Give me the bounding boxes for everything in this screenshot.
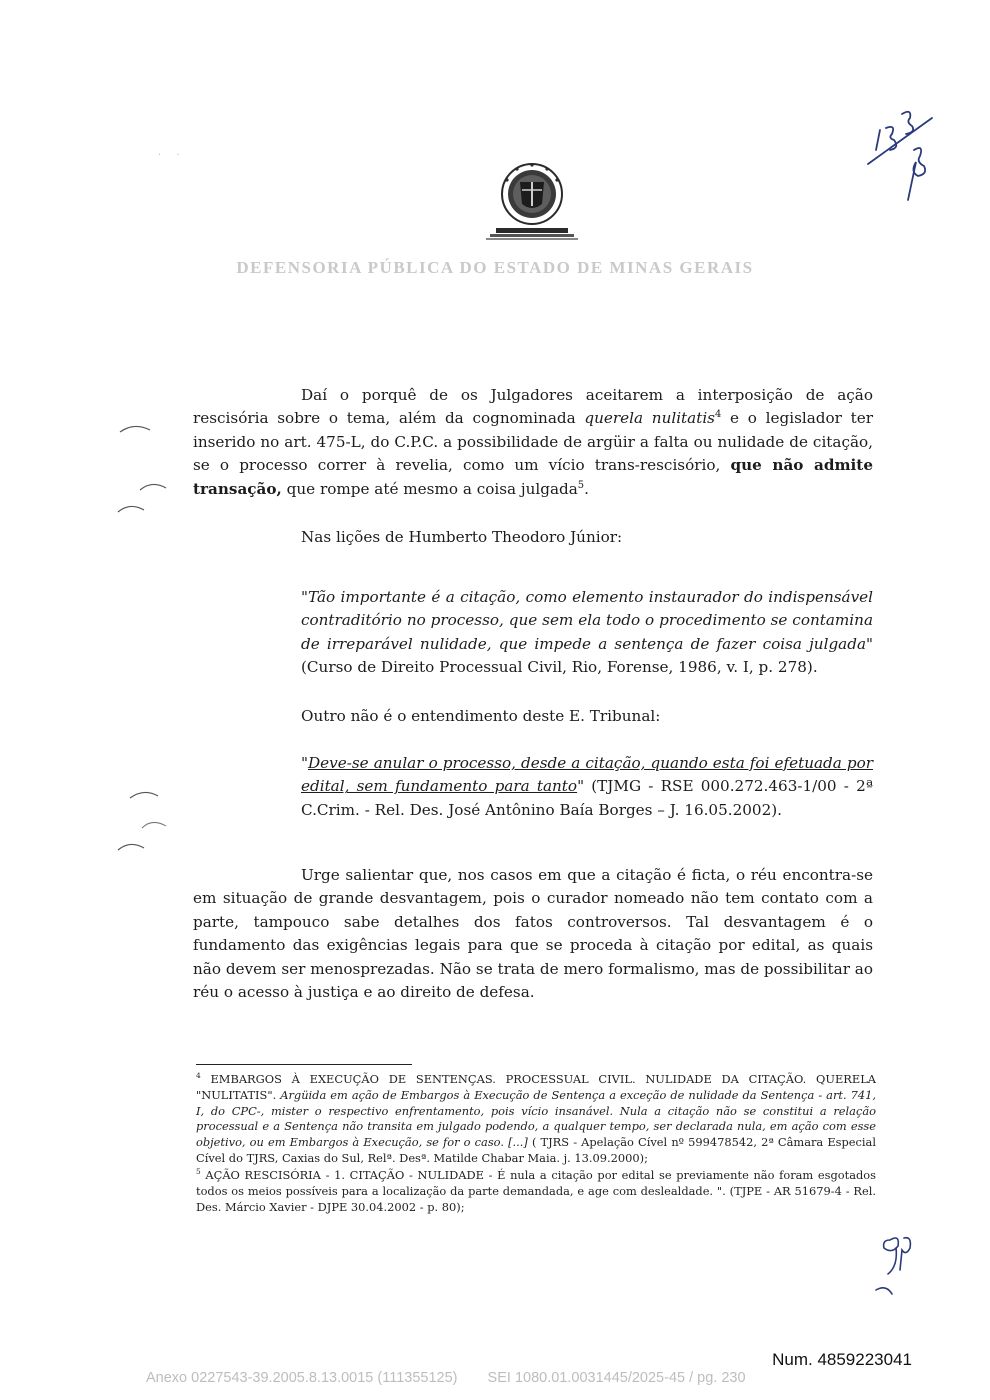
paragraph-citacao-ficta: Urge salientar que, nos casos em que a citação é ficta, o réu encontra-se em situação de grande desvantagem, pois o curador nomeado não tem contato com a parte, tampouco sabe detalhes dos fatos controversos. Tal desvantagem é o fundamento das exigências legais para que se proceda à citação por edital, as quais não devem ser menosprezadas. Não se trata de mero formalismo, mas de possibilitar ao réu o acesso à justiça e ao direito de defesa. — [193, 866, 873, 1002]
quote-humberto-theodoro — [301, 586, 873, 680]
footnote-4-citation: ( TJRS - Apelação Cível nº 599478542, 2ª Câmara Especial Cível do TJRS, Caxias do Sul, Relª. Desª. Matilde Chabar Maia. j. 13.09.2000); — [196, 1135, 876, 1165]
margin-mark — [116, 840, 146, 852]
scan-dots: · · — [158, 150, 186, 161]
margin-mark — [118, 422, 152, 434]
quote2-italic-underlined: Deve-se anular o processo, desde a citação, quando esta foi efetuada por edital, sem fundamento para tanto — [301, 754, 873, 796]
term-querela-nulitatis: querela nulitatis — [584, 409, 715, 428]
organization-name: DEFENSORIA PÚBLICA DO ESTADO DE MINAS GERAIS — [236, 258, 754, 277]
coat-of-arms-emblem — [484, 160, 580, 244]
margin-mark — [140, 818, 168, 830]
quote2-citation: " (TJMG - RSE 000.272.463-1/00 - 2ª C.Crim. - Rel. Des. José Antônino Baía Borges – J. 16.05.2002). — [301, 777, 874, 819]
quote1-italic: Tão importante é a citação, como elemento instaurador do indispensável contraditório no processo, que sem ela todo o procedimento se contamina de irreparável nulidade, que impede a sentença de fazer coisa julgada — [301, 588, 873, 653]
footnote-ref-4[interactable]: 4 — [714, 409, 722, 421]
sei-reference: SEI 1080.01.0031445/2025-45 / pg. 230 — [487, 1370, 746, 1386]
footnote-ref-5[interactable]: 5 — [577, 479, 585, 491]
footnote-4-italic: Argüida em ação de Embargos à Execução de Sentença a exceção de nulidade da Sentença - art. 741, I, do CPC-, mister o respectivo enfrentamento, pois vício insanável. Nula a citação não se constitui a relação processual e a Sentença não transita em julgado podendo, a qualquer tempo, ser declarada nula, em ação com esse objetivo, ou em Embargos à Execução, se for o caso. [...] — [196, 1087, 876, 1150]
footnote-4-number: 4 — [196, 1071, 201, 1081]
para1-text-2: e o legislador ter inserido no art. 475-L, do C.P.C. a possibilidade de argüir a falta ou nulidade de citação, se o processo correr à revelia, como um vício trans-rescisório, — [193, 409, 873, 475]
para1-bold-phrase: que não admite transação, — [193, 456, 873, 498]
margin-mark — [116, 502, 146, 514]
footnote-4 — [196, 1072, 876, 1167]
annex-footer — [146, 1370, 926, 1386]
handwritten-folio-mark — [870, 1230, 920, 1310]
quote2-open: " — [301, 754, 308, 772]
footnote-4-heading: EMBARGOS À EXECUÇÃO DE SENTENÇAS. PROCESSUAL CIVIL. NULIDADE DA CITAÇÃO. QUERELA "NULITATIS". — [196, 1072, 876, 1102]
paragraph-author-intro: Nas lições de Humberto Theodoro Júnior: — [301, 528, 623, 546]
footnote-5-number: 5 — [196, 1167, 201, 1177]
footnote-5-text: AÇÃO RESCISÓRIA - 1. CITAÇÃO - NULIDADE - É nula a citação por edital se previamente não foram esgotados todos os meios possíveis para a localização da parte demandada, e age com deslealdade. ". (TJPE - AR 51679-4 - Rel. Des. Márcio Xavier - DJPE 30.04.2002 - p. 80); — [196, 1168, 876, 1214]
para1-text-3: que rompe até mesmo a coisa julgada — [281, 479, 578, 498]
annex-reference: Anexo 0227543-39.2005.8.13.0015 (111355125) — [146, 1370, 458, 1386]
document-number: Num. 4859223041 — [772, 1350, 912, 1369]
handwritten-page-number — [862, 100, 942, 210]
quote1-citation: " (Curso de Direito Processual Civil, Rio, Forense, 1986, v. I, p. 278). — [301, 634, 873, 677]
para1-end: . — [584, 479, 589, 498]
margin-mark — [138, 480, 168, 492]
para1-text-1: Daí o porquê de os Julgadores aceitarem a interposição de ação rescisória sobre o tema, além da cognominada — [193, 386, 873, 428]
quote1-open: " — [301, 588, 308, 606]
quote-tjmg — [301, 752, 873, 822]
margin-mark — [128, 788, 160, 800]
paragraph-rescisoria — [193, 384, 873, 501]
footnote-5 — [196, 1168, 876, 1215]
paragraph-tribunal-intro: Outro não é o entendimento deste E. Tribunal: — [301, 707, 661, 725]
footnote-divider — [196, 1064, 412, 1065]
